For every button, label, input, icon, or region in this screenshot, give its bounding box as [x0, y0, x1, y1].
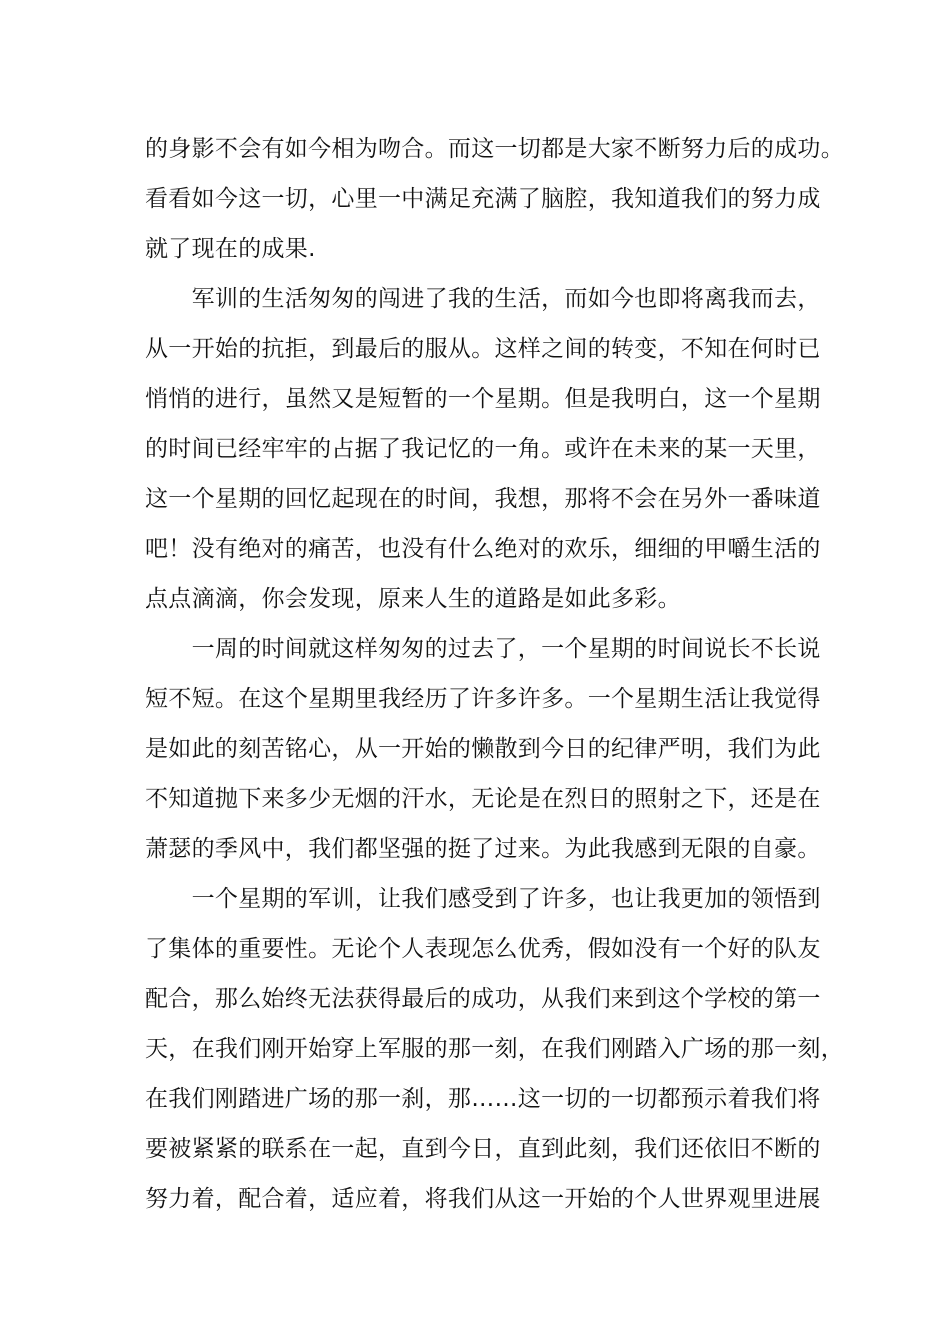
text-line: 点点滴滴，你会发现，原来人生的道路是如此多彩。 — [145, 586, 681, 612]
text-line: 要被紧紧的联系在一起，直到今日，直到此刻，我们还依旧不断的 — [145, 1136, 821, 1162]
text-line: 一周的时间就这样匆匆的过去了，一个星期的时间说长不长说 — [145, 636, 821, 662]
text-line: 了集体的重要性。无论个人表现怎么优秀，假如没有一个好的队友 — [145, 936, 821, 962]
text-line: 悄悄的进行，虽然又是短暂的一个星期。但是我明白，这一个星期 — [145, 386, 821, 412]
text-line: 萧瑟的季风中，我们都坚强的挺了过来。为此我感到无限的自豪。 — [145, 836, 821, 862]
text-line: 的身影不会有如今相为吻合。而这一切都是大家不断努力后的成功。 — [145, 136, 844, 162]
text-line: 军训的生活匆匆的闯进了我的生活，而如今也即将离我而去， — [145, 286, 821, 312]
text-line: 这一个星期的回忆起现在的时间，我想，那将不会在另外一番味道 — [145, 486, 821, 512]
text-line: 短不短。在这个星期里我经历了许多许多。一个星期生活让我觉得 — [145, 686, 821, 712]
text-line: 看看如今这一切，心里一中满足充满了脑腔，我知道我们的努力成 — [145, 186, 821, 212]
text-line: 配合，那么始终无法获得最后的成功，从我们来到这个学校的第一 — [145, 986, 821, 1012]
text-line: 努力着，配合着，适应着，将我们从这一开始的个人世界观里进展 — [145, 1186, 821, 1212]
text-line: 的时间已经牢牢的占据了我记忆的一角。或许在未来的某一天里， — [145, 436, 821, 462]
text-line: 不知道抛下来多少无烟的汗水，无论是在烈日的照射之下，还是在 — [145, 786, 821, 812]
text-line: 是如此的刻苦铭心，从一开始的懒散到今日的纪律严明，我们为此 — [145, 736, 821, 762]
text-line: 在我们刚踏进广场的那一刹，那……这一切的一切都预示着我们将 — [145, 1086, 821, 1112]
document-body — [145, 124, 845, 1224]
text-line: 天，在我们刚开始穿上军服的那一刻，在我们刚踏入广场的那一刻， — [145, 1036, 844, 1062]
text-line: 从一开始的抗拒，到最后的服从。这样之间的转变，不知在何时已 — [145, 336, 821, 362]
text-line: 一个星期的军训，让我们感受到了许多，也让我更加的领悟到 — [145, 886, 821, 912]
text-line: 吧！没有绝对的痛苦，也没有什么绝对的欢乐，细细的甲嚼生活的 — [145, 536, 821, 562]
text-line: 就了现在的成果. — [145, 236, 316, 262]
